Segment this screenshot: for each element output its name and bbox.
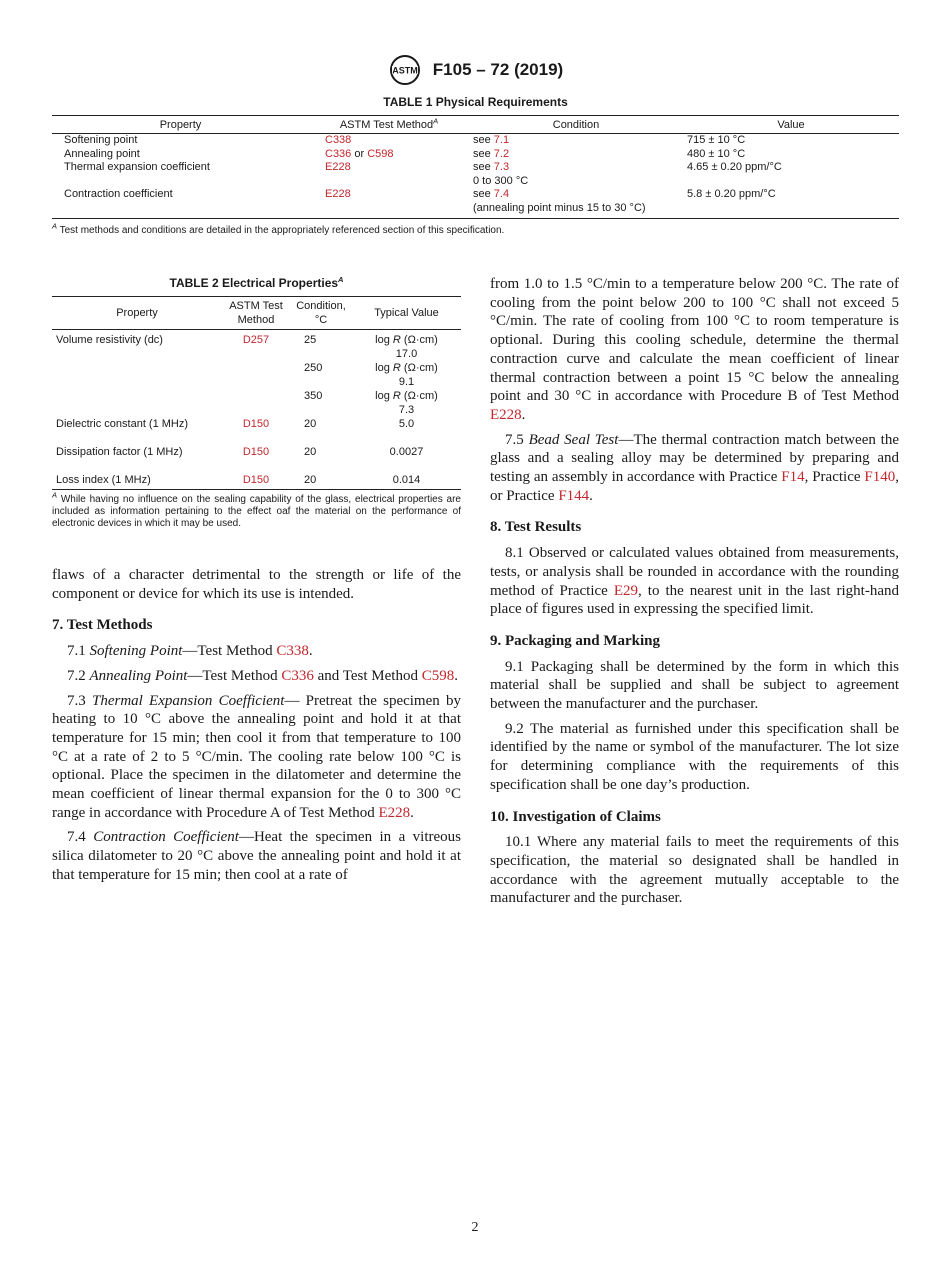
- paragraph-9-2: 9.2 The material as furnished under this specification shall be identified by the name or symbol of the manufacturer. The lot size for determining compliance with the requirements of this specification shall be one day’s production.: [490, 720, 899, 793]
- section-heading-packaging: 9. Packaging and Marking: [490, 632, 661, 649]
- paragraph-7-4: 7.4 Contraction Coefficient—Heat the specimen in a vitreous silica dilatometer to 20 °C above the annealing point and hold it at that temperature for 15 min; then cool at a rate of: [52, 829, 462, 883]
- table1-cell-method: [309, 188, 469, 218]
- table2-footnote: $^A$ While having no influence on the sealing capability of the glass, electrical properties are included as information pertaining to the effect oaf the material on the performance of electronic devices in which it may be used.: [52, 490, 461, 529]
- table1-cell-property: Thermal expansion coefficient: [64, 161, 210, 174]
- table1-cell-condition: see 7.3 0 to 300 °C: [473, 161, 529, 187]
- table2-cell-value: log R (Ω·cm) 7.3: [375, 390, 438, 416]
- table2-cell-property: Loss index (1 MHz): [56, 474, 151, 486]
- paragraph-8-1: 8.1 Observed or calculated values obtained from measurements, tests, or analysis shall be rounded in accordance with the rounding method of Practice E29, to the nearest unit in the last right-hand place of figures used in expressing the specified limit.: [490, 545, 899, 618]
- table2-cell-property: Volume resistivity (dc): [56, 334, 163, 346]
- paragraph-7-2: 7.2 Annealing Point—Test Method C336 and Test Method C598.: [67, 667, 458, 684]
- astm-logo-icon: [387, 54, 423, 86]
- table2-cell-value: log R (Ω·cm) 9.1: [375, 362, 438, 388]
- left-text-column: [52, 566, 461, 891]
- table1-header-row: [52, 116, 899, 134]
- table2-header-method: ASTM Test Method: [222, 297, 290, 330]
- ref-link[interactable]: E29: [613, 582, 639, 599]
- table-row: [52, 148, 899, 162]
- table-row: [52, 161, 899, 188]
- table2-cell-condition: 20: [304, 418, 317, 430]
- table2-cell-property: [52, 389, 222, 417]
- table1-cell-value: 4.65 ± 0.20 ppm/°C: [687, 161, 782, 174]
- continuation-paragraph: from 1.0 to 1.5 °C/min to a temperature below 200 °C. The rate of cooling from the point below 200 to 100 °C shall not exceed 5 °C/min. The rate of cooling from 100 °C to room temperature is optional. During this cooling schedule, determine the thermal contraction curve and calculate the mean coefficient of linear thermal contraction between a point 15 °C below the annealing point and 30 °C in accordance with Procedure B of Test Method E228.: [490, 276, 899, 423]
- table2-cell-method: [222, 389, 290, 417]
- table-row: [52, 389, 461, 417]
- paragraph-7-3: 7.3 Thermal Expansion Coefficient— Pretreat the specimen by heating to 10 °C above the annealing point and hold it at that temperature for 15 min; then cool it from that temperature to 100 °C at a rate of 2 to 5 °C/min. The cooling rate below 100 °C is optional. Place the specimen in the dilatometer and determine the mean coefficient of linear thermal expansion for the 0 to 300 °C range in accordance with Procedure A of Test Method E228.: [52, 692, 461, 821]
- table2-cell-condition: 25: [304, 334, 317, 346]
- table1-cell-property: Contraction coefficient: [64, 188, 173, 201]
- table1: [52, 115, 899, 219]
- table-row: [52, 188, 899, 218]
- table2-cell-condition: 20: [304, 446, 317, 458]
- ref-link[interactable]: E228: [325, 188, 351, 201]
- table2-header-row: [52, 297, 461, 330]
- section-heading-test-methods: 7. Test Methods: [52, 617, 153, 634]
- paragraph-7-5: 7.5 Bead Seal Test—The thermal contraction match between the glass and a sealing alloy may be determined by preparing and testing an assembly in accordance with Practice F14, Practice F140, or Practice F144.: [490, 431, 899, 504]
- table2-cell-property: Dissipation factor (1 MHz): [56, 446, 183, 458]
- table1-cell-value: 5.8 ± 0.20 ppm/°C: [687, 188, 776, 201]
- table1-cell-method: [309, 134, 469, 148]
- table1-cell-condition: see 7.2: [473, 147, 510, 160]
- ref-link[interactable]: C336: [281, 667, 314, 684]
- table1-caption: TABLE 1 Physical Requirements: [383, 95, 568, 109]
- table2-cell-condition: 350: [304, 390, 323, 402]
- table2-cell-condition: 20: [304, 474, 317, 486]
- table2-cell-value: 5.0: [398, 418, 415, 430]
- table1-cell-method: C336 or C598: [325, 147, 394, 160]
- ref-link[interactable]: F140: [864, 469, 896, 486]
- table1-cell-method: [309, 161, 469, 188]
- table2-cell-condition: 250: [304, 362, 323, 374]
- table1-footnote: $^A$ Test methods and conditions are detailed in the appropriately referenced section of this specification.: [52, 221, 505, 236]
- table1-cell-condition: see 7.1: [473, 134, 510, 146]
- table-row: [52, 417, 461, 445]
- paragraph-9-1: 9.1 Packaging shall be determined by the form in which this material shall be supplied and shall be subject to agreement between the manufacturer and the purchaser.: [490, 658, 899, 713]
- ref-link[interactable]: E228: [490, 406, 522, 423]
- table1-cell-property: Annealing point: [64, 147, 140, 160]
- table-physical-requirements: [52, 95, 899, 237]
- table1-header-method: ASTM Test Method$^A$: [309, 116, 469, 134]
- ref-link[interactable]: D257: [242, 334, 270, 346]
- section-heading-test-results: 8. Test Results: [490, 519, 582, 536]
- table1-header-property: Property: [52, 116, 309, 134]
- ref-link[interactable]: E228: [378, 804, 411, 821]
- table2-cell-method: [222, 417, 290, 445]
- table2-cell-method: [222, 330, 290, 362]
- table2-cell-method: [222, 473, 290, 490]
- ref-link[interactable]: F144: [558, 487, 590, 504]
- ref-link[interactable]: C338: [325, 134, 352, 146]
- table1-cell-value: 480 ± 10 °C: [687, 147, 746, 160]
- table2-cell-value: 0.014: [392, 474, 421, 486]
- table-row: [52, 330, 461, 362]
- table-electrical-properties: [52, 276, 461, 530]
- table2-cell-value: 0.0027: [389, 446, 424, 458]
- page-number: 2: [471, 1220, 479, 1235]
- ref-link[interactable]: E228: [325, 161, 351, 174]
- table2-caption: TABLE 2 Electrical Properties$^A$: [169, 275, 344, 290]
- table2-header-value: Typical Value: [352, 297, 461, 330]
- logo-text: ASTM: [392, 65, 418, 76]
- table1-header-condition: Condition: [469, 116, 683, 134]
- table-row: [52, 473, 461, 490]
- table2-cell-property: Dielectric constant (1 MHz): [56, 418, 189, 430]
- table-row: [52, 134, 899, 148]
- table2: [52, 296, 461, 490]
- section-heading-claims: 10. Investigation of Claims: [490, 808, 661, 825]
- ref-link[interactable]: C598: [367, 147, 394, 160]
- ref-link[interactable]: D150: [242, 418, 270, 430]
- paragraph-7-1: 7.1 Softening Point—Test Method C338.: [67, 643, 313, 660]
- ref-link[interactable]: C336: [325, 147, 352, 160]
- table1-cell-value: 715 ± 10 °C: [687, 134, 746, 146]
- table-row: [52, 361, 461, 389]
- table2-cell-method: [222, 445, 290, 473]
- table2-cell-value: log R (Ω·cm) 17.0: [375, 334, 438, 360]
- page-header: [0, 54, 950, 86]
- ref-link[interactable]: 7.2: [493, 147, 510, 160]
- table2-cell-method: [222, 361, 290, 389]
- continuation-paragraph: flaws of a character detrimental to the strength or life of the component or device for which its use is intended.: [52, 567, 461, 602]
- table2-header-property: Property: [52, 297, 222, 330]
- ref-link[interactable]: C338: [276, 643, 309, 660]
- table-row: [52, 445, 461, 473]
- ref-link[interactable]: 7.4: [493, 188, 510, 201]
- document-id: F105 – 72 (2019): [432, 60, 564, 79]
- table1-cell-condition: see 7.4 (annealing point minus 15 to 30 °C): [473, 188, 646, 214]
- ref-link[interactable]: 7.3: [493, 161, 510, 174]
- table2-header-condition: Condition, °C: [290, 297, 352, 330]
- ref-link[interactable]: F14: [781, 469, 805, 486]
- ref-link[interactable]: C598: [421, 667, 455, 684]
- table2-cell-property: [52, 361, 222, 389]
- right-text-column: [490, 275, 899, 914]
- ref-link[interactable]: D150: [242, 446, 270, 458]
- ref-link[interactable]: D150: [242, 474, 270, 486]
- ref-link[interactable]: 7.1: [493, 134, 510, 146]
- table1-cell-property: Softening point: [64, 134, 138, 146]
- paragraph-10-1: 10.1 Where any material fails to meet the requirements of this specification, the material so designated shall be handled in accordance with the agreement mutually acceptable to the manufacturer and the purchaser.: [490, 834, 899, 907]
- table1-header-value: Value: [683, 116, 899, 134]
